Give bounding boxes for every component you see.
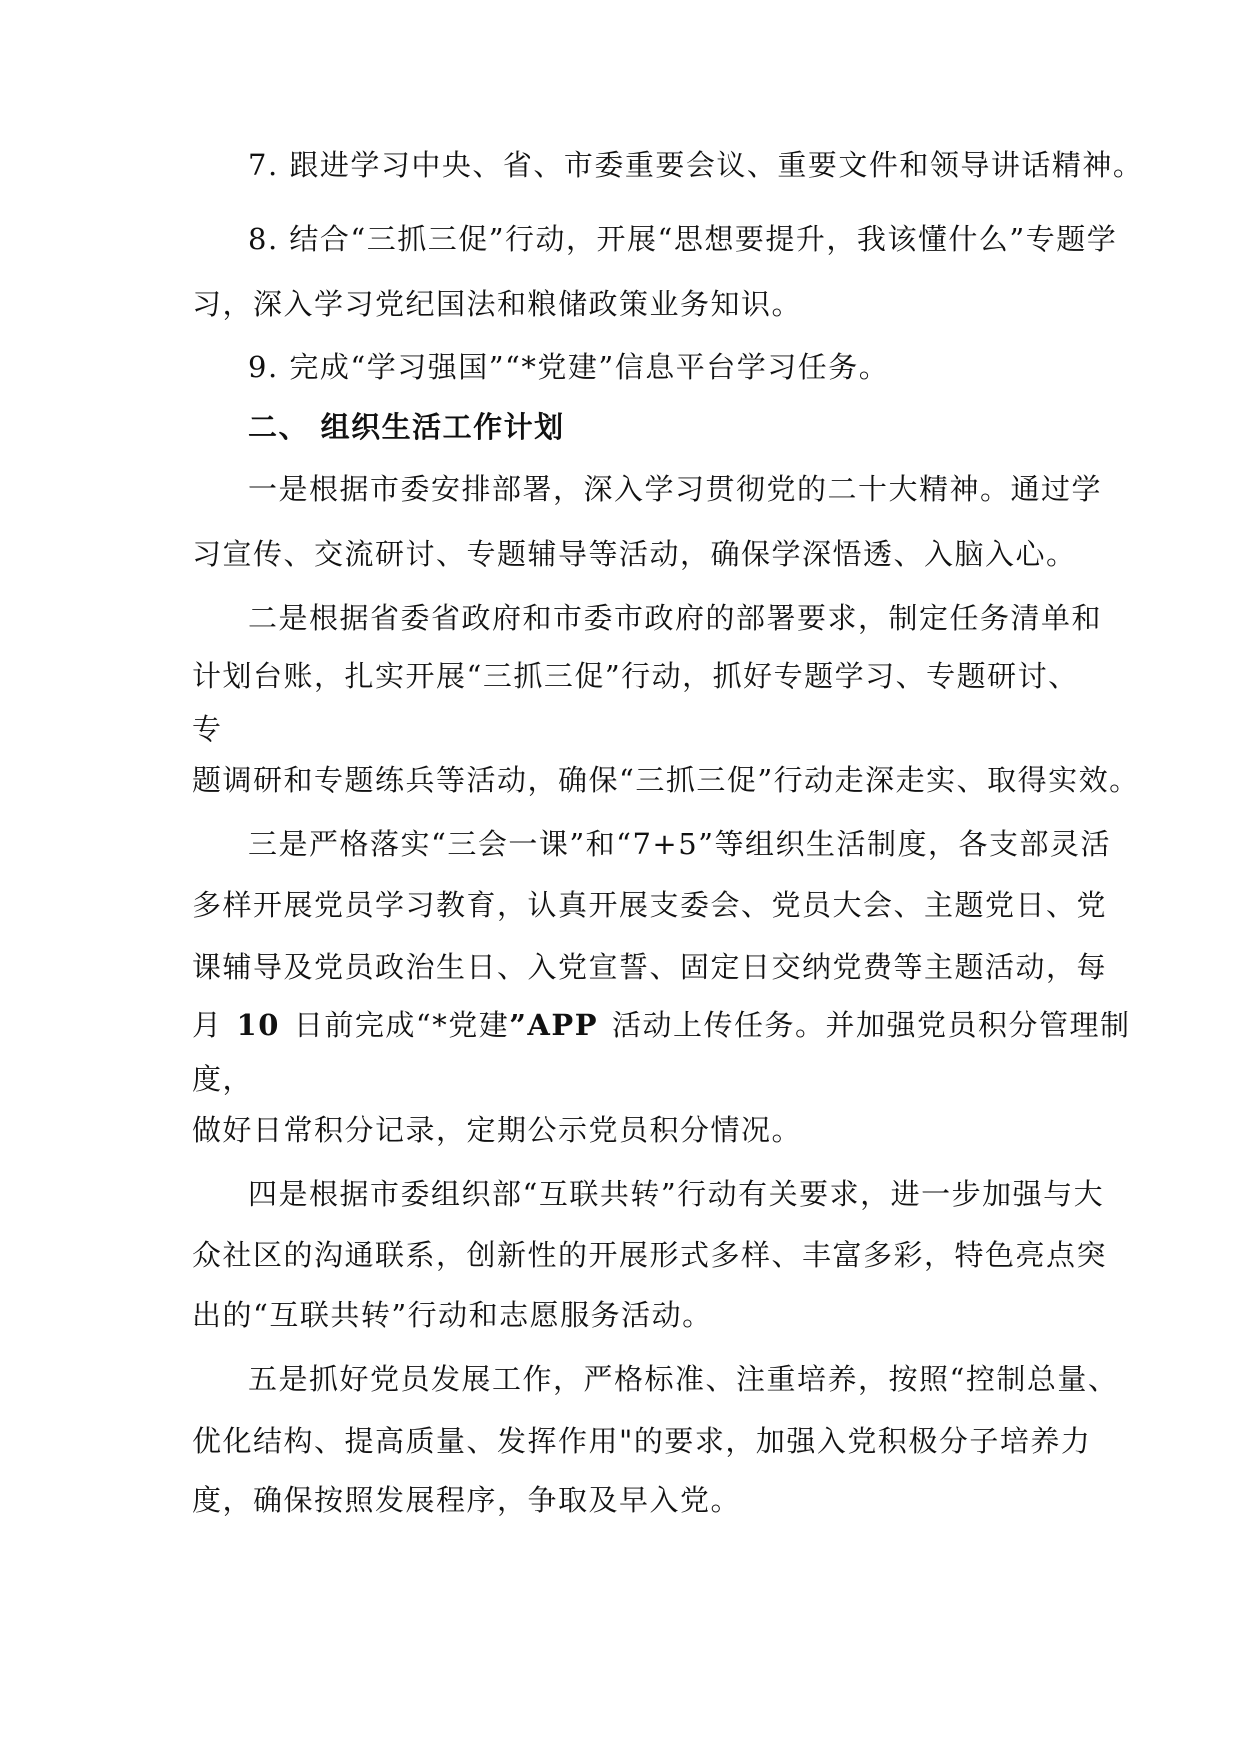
para-2-line-4: 题调研和专题练兵等活动，确保“三抓三促”行动走深走实、取得实效。 bbox=[192, 763, 1140, 797]
para-5-line-2: 优化结构、提高质量、发挥作用"的要求，加强入党积极分子培养力 bbox=[192, 1424, 1092, 1458]
para-3-line-2: 多样开展党员学习教育，认真开展支委会、党员大会、主题党日、党 bbox=[192, 888, 1108, 922]
para-5-line-3: 度，确保按照发展程序，争取及早入党。 bbox=[192, 1483, 742, 1517]
para-3-line-5: 度， bbox=[192, 1062, 254, 1096]
item-8-line-1: 8. 结合“三抓三促”行动，开展“思想要提升，我该懂什么”专题学 bbox=[248, 222, 1118, 256]
para-1-line-1: 一是根据市委安排部署，深入学习贯彻党的二十大精神。通过学 bbox=[248, 472, 1103, 506]
app-name: ”APP bbox=[509, 1008, 598, 1042]
task-text: 活动上传任务。并加强党员积分管理制 bbox=[612, 1008, 1131, 1042]
para-4-line-3: 出的“互联共转”行动和志愿服务活动。 bbox=[192, 1298, 713, 1332]
para-1-line-2: 习宣传、交流研讨、专题辅导等活动，确保学深悟透、入脑入心。 bbox=[192, 537, 1077, 571]
para-2-line-2: 计划台账，扎实开展“三抓三促”行动，抓好专题学习、专题研讨、 bbox=[192, 659, 1079, 693]
item-7: 7. 跟进学习中央、省、市委重要会议、重要文件和领导讲话精神。 bbox=[248, 148, 1144, 182]
para-3-line-1: 三是严格落实“三会一课”和“7+5”等组织生活制度，各支部灵活 bbox=[248, 827, 1112, 861]
item-8-line-2: 习，深入学习党纪国法和粮储政策业务知识。 bbox=[192, 287, 803, 321]
para-3-line-4 bbox=[192, 1008, 1131, 1042]
para-3-line-6: 做好日常积分记录，定期公示党员积分情况。 bbox=[192, 1113, 803, 1147]
para-2-line-3: 专 bbox=[192, 712, 223, 746]
para-2-line-1: 二是根据省委省政府和市委市政府的部署要求，制定任务清单和 bbox=[248, 601, 1103, 635]
month-text: 月 bbox=[192, 1008, 223, 1042]
para-3-line-3: 课辅导及党员政治生日、入党宣誓、固定日交纳党费等主题活动，每 bbox=[192, 950, 1108, 984]
day-number: 10 bbox=[236, 1008, 280, 1042]
section-heading: 二、 组织生活工作计划 bbox=[248, 410, 565, 444]
para-4-line-2: 众社区的沟通联系，创新性的开展形式多样、丰富多彩，特色亮点突 bbox=[192, 1238, 1108, 1272]
deadline-text: 日前完成“*党建 bbox=[293, 1008, 510, 1042]
item-9: 9. 完成“学习强国”“*党建”信息平台学习任务。 bbox=[248, 350, 890, 384]
para-5-line-1: 五是抓好党员发展工作，严格标准、注重培养，按照“控制总量、 bbox=[248, 1362, 1119, 1396]
para-4-line-1: 四是根据市委组织部“互联共转”行动有关要求，进一步加强与大 bbox=[248, 1177, 1105, 1211]
